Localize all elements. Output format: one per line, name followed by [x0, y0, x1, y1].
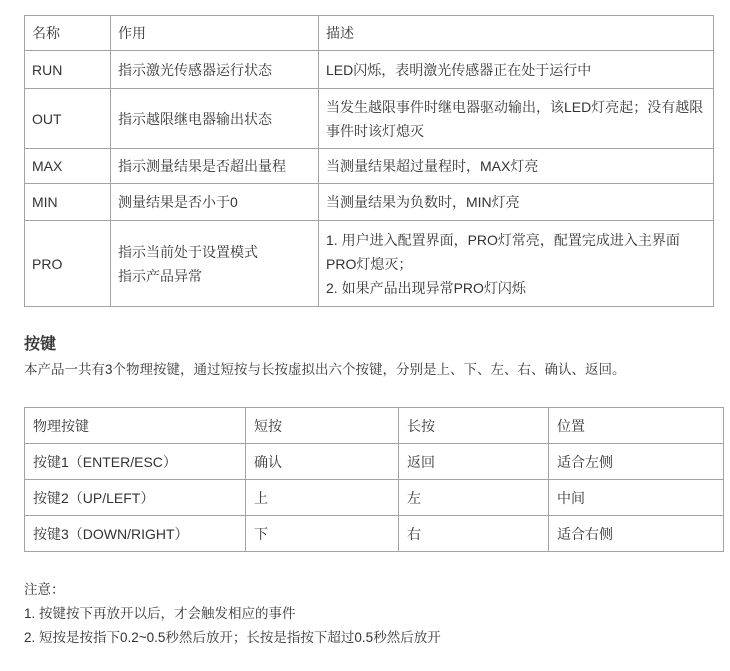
- function-line: 指示测量结果是否超出量程: [118, 158, 286, 174]
- physical-key: 按键1（ENTER/ESC）: [25, 444, 246, 480]
- table-row: [25, 516, 724, 552]
- physical-key: 按键2（UP/LEFT）: [25, 480, 246, 516]
- header-cell-short-press: 短按: [246, 408, 399, 444]
- section-intro: 本产品一共有3个物理按键，通过短按与长按虚拟出六个按键，分别是上、下、左、右、确认、返回。: [24, 362, 626, 377]
- function-line: 指示当前处于设置模式: [118, 243, 258, 260]
- function-line: 指示激光传感器运行状态: [118, 61, 272, 78]
- note-item: 1. 按键按下再放开以后，才会触发相应的事件: [24, 606, 296, 621]
- indicator-function: [111, 89, 319, 149]
- indicator-name: PRO: [25, 221, 111, 307]
- table-row: [25, 444, 724, 480]
- description-line: 当测量结果超过量程时，MAX灯亮: [326, 158, 539, 174]
- header-cell-description: 描述: [319, 16, 714, 51]
- header-cell-physical-key: 物理按键: [25, 408, 246, 444]
- indicator-description: [319, 89, 714, 149]
- indicator-description: [319, 149, 714, 184]
- notes-title: 注意：: [24, 582, 65, 597]
- table-row: [25, 51, 714, 89]
- indicator-description: [319, 221, 714, 307]
- description-line: LED闪烁，表明激光传感器正在处于运行中: [326, 61, 592, 78]
- section-heading: 按键: [24, 336, 57, 353]
- table-header-row: [25, 408, 724, 444]
- indicator-name: MIN: [25, 184, 111, 221]
- indicator-table: [24, 15, 714, 307]
- function-line: 指示越限继电器输出状态: [118, 110, 272, 127]
- indicator-function: [111, 51, 319, 89]
- description-line: 当发生越限事件时继电器驱动输出，该LED灯亮起；没有越限事件时该灯熄灭: [326, 98, 704, 139]
- header-cell-function: 作用: [111, 16, 319, 51]
- header-cell-long-press: 长按: [399, 408, 549, 444]
- long-press-action: 左: [399, 480, 549, 516]
- indicator-function: [111, 184, 319, 221]
- short-press-action: 确认: [246, 444, 399, 480]
- header-cell-name: 名称: [25, 16, 111, 51]
- table-row: [25, 89, 714, 149]
- indicator-description: [319, 51, 714, 89]
- table-row: [25, 480, 724, 516]
- description-line: 1. 用户进入配置界面，PRO灯常亮，配置完成进入主界面PRO灯熄灭；: [326, 231, 680, 272]
- description-line: 2. 如果产品出现异常PRO灯闪烁: [326, 279, 526, 296]
- key-position: 中间: [549, 480, 724, 516]
- long-press-action: 右: [399, 516, 549, 552]
- indicator-name: RUN: [25, 51, 111, 89]
- long-press-action: 返回: [399, 444, 549, 480]
- description-line: 当测量结果为负数时，MIN灯亮: [326, 194, 520, 210]
- key-position: 适合右侧: [549, 516, 724, 552]
- table-row: [25, 221, 714, 307]
- indicator-function: [111, 221, 319, 307]
- table-row: [25, 149, 714, 184]
- table-row: [25, 184, 714, 221]
- short-press-action: 下: [246, 516, 399, 552]
- short-press-action: 上: [246, 480, 399, 516]
- header-cell-position: 位置: [549, 408, 724, 444]
- key-position: 适合左侧: [549, 444, 724, 480]
- table-header-row: [25, 16, 714, 51]
- function-line: 测量结果是否小于0: [118, 194, 238, 210]
- physical-key: 按键3（DOWN/RIGHT）: [25, 516, 246, 552]
- note-item: 2. 短按是按指下0.2~0.5秒然后放开；长按是指按下超过0.5秒然后放开: [24, 630, 441, 645]
- indicator-name: MAX: [25, 149, 111, 184]
- indicator-function: [111, 149, 319, 184]
- notes-block: [24, 578, 714, 650]
- button-table: [24, 407, 724, 552]
- function-line: 指示产品异常: [118, 267, 202, 284]
- indicator-name: OUT: [25, 89, 111, 149]
- indicator-description: [319, 184, 714, 221]
